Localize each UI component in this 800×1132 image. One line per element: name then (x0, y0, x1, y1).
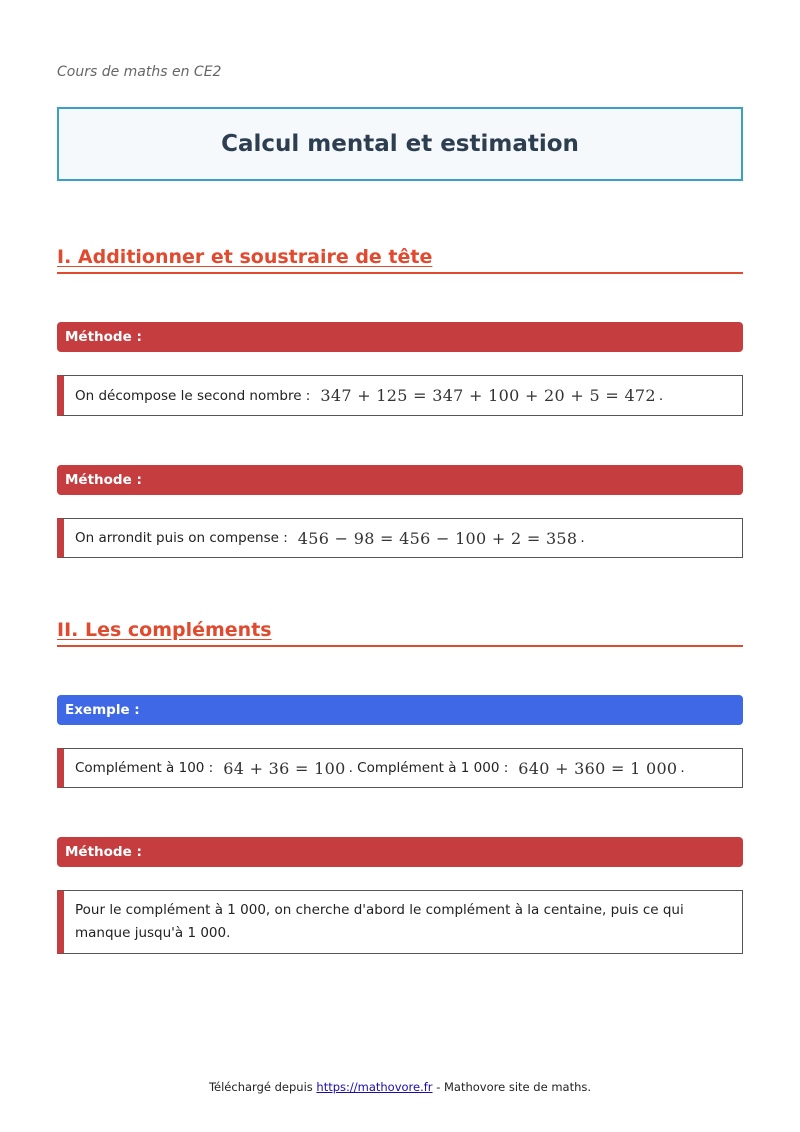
method-label-bar (57, 465, 743, 495)
example-content-box (57, 748, 743, 788)
method-content-box (57, 890, 743, 954)
block-tail: . (658, 387, 664, 404)
block-tail: . (680, 760, 685, 776)
block-text: Pour le complément à 1 000, on cherche d'abord le complément à la centaine, puis ce qui manque jusqu'à 1 000. (75, 902, 684, 941)
example-label-bar (57, 695, 743, 725)
method-label-bar (57, 837, 743, 867)
method-content-box (57, 375, 743, 416)
course-subtitle: Cours de maths en CE2 (57, 64, 222, 80)
page-title: Calcul mental et estimation (221, 131, 579, 157)
block-tail: . (580, 530, 585, 546)
method-content-box (57, 518, 743, 558)
math-expression: 456 − 98 = 456 − 100 + 2 = 358 (297, 528, 578, 548)
footer (0, 1080, 800, 1094)
footer-link[interactable]: https://mathovore.fr (316, 1080, 433, 1094)
block-text: On décompose le second nombre : (75, 387, 311, 404)
math-expression: 347 + 125 = 347 + 100 + 20 + 5 = 472 (320, 386, 656, 405)
block-text-2: . Complément à 1 000 : (348, 760, 509, 776)
method-label-bar (57, 322, 743, 352)
block-text: On arrondit puis on compense : (75, 530, 288, 546)
section-title-2: II. Les compléments (57, 619, 743, 647)
block-text: Complément à 100 : (75, 760, 214, 776)
footer-suffix: - Mathovore site de maths. (436, 1080, 592, 1094)
section-title-1: I. Additionner et soustraire de tête (57, 246, 743, 274)
math-expression-2: 640 + 360 = 1 000 (518, 758, 678, 778)
math-expression: 64 + 36 = 100 (223, 758, 346, 778)
footer-prefix: Téléchargé depuis (208, 1080, 313, 1094)
block-label: Méthode : (65, 844, 142, 860)
page-title-box (57, 107, 743, 181)
block-label: Exemple : (65, 702, 140, 718)
block-label: Méthode : (65, 329, 142, 345)
block-label: Méthode : (65, 472, 142, 488)
